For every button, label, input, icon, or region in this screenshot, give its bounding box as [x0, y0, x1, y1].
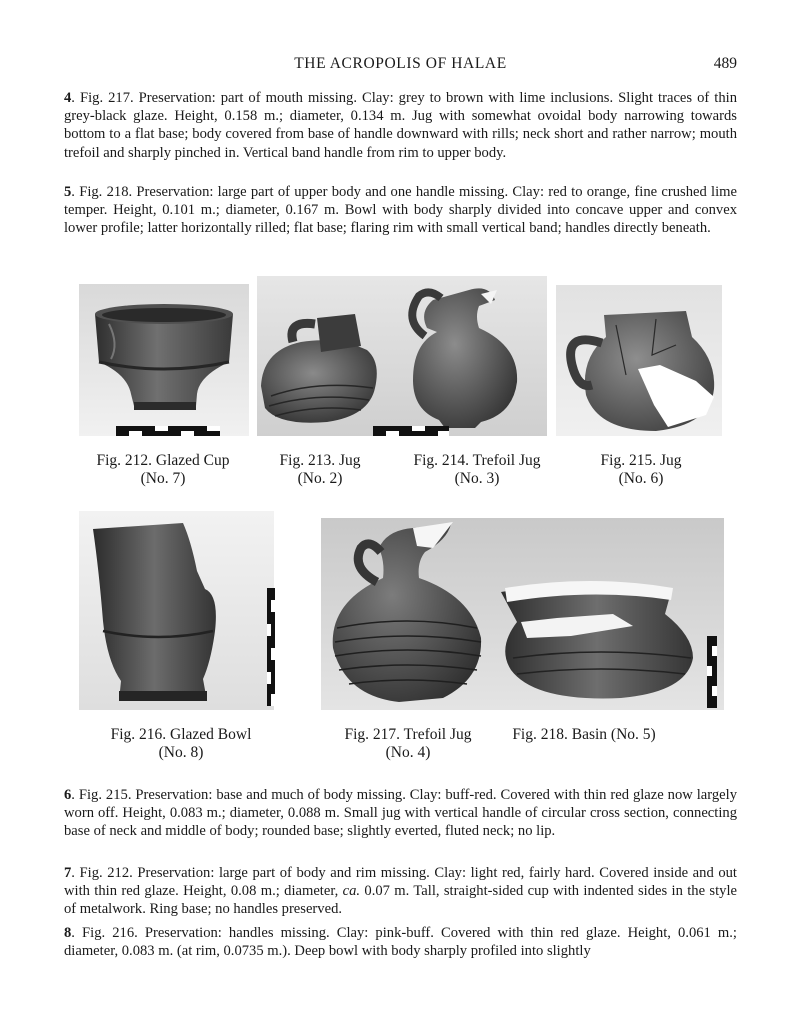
- caption-line: Fig. 217. Trefoil Jug: [344, 726, 472, 743]
- running-head: [0, 55, 801, 75]
- entry-text: . Fig. 218. Preservation: large part of upper body and one handle missing. Clay: red to orange, fine crushed lime temper. Height, 0.101 m.; diameter, 0.167 m. Bowl with body sharply divided into concave upper and convex lower profile; latter horizontally rilled; flat base; flaring rim with small vertical band; handles directly beneath.: [64, 184, 737, 237]
- entry-number: 4: [64, 90, 72, 106]
- caption-line: Fig. 212. Glazed Cup: [96, 452, 230, 469]
- caption-line: (No. 6): [618, 470, 664, 487]
- caption-fig-217: [332, 726, 484, 762]
- photo-fig-216-glazed-bowl: [79, 511, 274, 710]
- caption-line: (No. 2): [297, 470, 343, 487]
- entry-number: 7: [64, 865, 72, 881]
- caption-fig-218: [496, 726, 672, 744]
- caption-line: Fig. 213. Jug: [279, 452, 361, 469]
- photo-fig-217-218-jug-and-basin: [321, 518, 724, 710]
- scale-bar: [116, 426, 220, 436]
- page-number: 489: [713, 55, 737, 72]
- caption-fig-213: [270, 452, 370, 488]
- caption-line: Fig. 214. Trefoil Jug: [413, 452, 541, 469]
- caption-line: (No. 3): [454, 470, 500, 487]
- catalogue-entry-6: [64, 786, 737, 841]
- entry-number: 5: [64, 184, 72, 200]
- caption-line: Fig. 216. Glazed Bowl: [110, 726, 252, 743]
- catalogue-entry-4: [64, 89, 737, 162]
- entry-text: . Fig. 216. Preservation: handles missing. Clay: pink-buff. Covered with thin red glaze. Height, 0.061 m.; diameter, 0.083 m. (at rim, 0.0735 m.). Deep bowl with body sharply profiled into slightly: [64, 925, 737, 960]
- photo-fig-215-jug: [556, 285, 722, 436]
- caption-line: Fig. 218. Basin (No. 5): [512, 726, 656, 743]
- entry-text: . Fig. 217. Preservation: part of mouth missing. Clay: grey to brown with lime inclusions. Slight traces of thin grey-black glaze. Height, 0.158 m.; diameter, 0.134 m. Jug with somewhat ovoidal body narrowing towards bottom to a flat base; body covered from base of handle downward with rills; neck short and rather narrow; mouth trefoil and sharply pinched in. Vertical band handle from rim to upper body.: [64, 90, 737, 161]
- entry-text: . Fig. 212. Preservation: large part of body and rim missing. Clay: light red, fairly hard. Covered inside and out with thin red glaze. Height, 0.08 m.; diameter,: [64, 865, 737, 900]
- caption-line: (No. 8): [158, 744, 204, 761]
- scale-bar: [707, 636, 717, 708]
- entry-text: . Fig. 215. Preservation: base and much of body missing. Clay: buff-red. Covered with thin red glaze now largely worn off. Height, 0.083 m.; diameter, 0.088 m. Small jug with vertical handle of circular cross section, connecting base of neck and middle of body; rounded base; slightly everted, fluted neck; no lip.: [64, 787, 737, 840]
- entry-number: 6: [64, 787, 72, 803]
- caption-fig-212: [88, 452, 238, 488]
- entry-number: 8: [64, 925, 72, 941]
- caption-line: (No. 7): [140, 470, 186, 487]
- catalogue-entry-7: [64, 864, 737, 919]
- caption-line: Fig. 215. Jug: [600, 452, 682, 469]
- scale-bar: [267, 588, 275, 706]
- caption-fig-214: [402, 452, 552, 488]
- caption-fig-215: [586, 452, 696, 488]
- photo-fig-213-214-jugs: [257, 276, 547, 436]
- entry-text-italic: ca.: [342, 883, 361, 900]
- catalogue-entry-5: [64, 183, 737, 238]
- running-title: THE ACROPOLIS OF HALAE: [294, 55, 507, 72]
- catalogue-entry-8: [64, 924, 737, 960]
- caption-line: (No. 4): [385, 744, 431, 761]
- entry-text: 0.07 m. Tall, straight-sided cup with indented sides in the style of metalwork. Ring base; no handles preserved.: [64, 883, 737, 918]
- scale-bar: [373, 426, 449, 436]
- photo-fig-212-glazed-cup: [79, 284, 249, 436]
- caption-fig-216: [100, 726, 262, 762]
